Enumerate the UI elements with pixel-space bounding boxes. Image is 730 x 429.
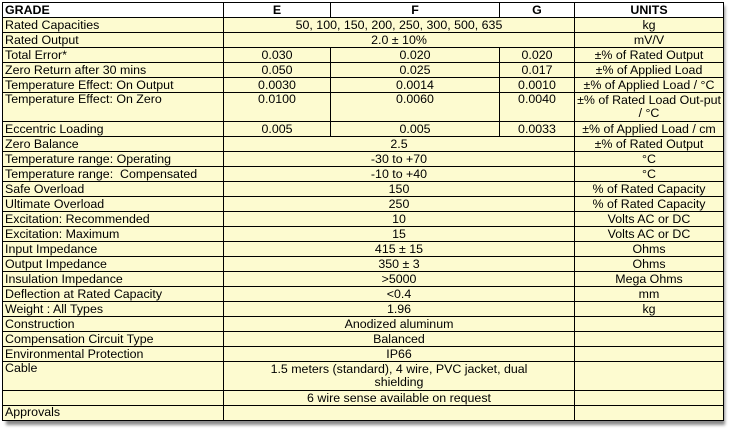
- row-label: Approvals: [3, 406, 224, 421]
- row-value-e: 0.050: [224, 63, 331, 78]
- row-value-e: 0.005: [224, 122, 331, 137]
- table-row: [3, 317, 724, 332]
- row-label: Rated Output: [3, 33, 224, 48]
- row-value-g: 0.0033: [500, 122, 575, 137]
- row-value: 150: [224, 182, 575, 197]
- row-value: >5000: [224, 272, 575, 287]
- row-value: 6 wire sense available on request: [224, 391, 575, 406]
- row-label: Excitation: Maximum: [3, 227, 224, 242]
- row-value-g: 0.0010: [500, 78, 575, 93]
- row-units: ±% of Rated Load Out-put / °C: [575, 93, 724, 122]
- row-value-e: 0.030: [224, 48, 331, 63]
- row-value: <0.4: [224, 287, 575, 302]
- row-units: ±% of Applied Load / °C: [575, 78, 724, 93]
- row-units: ±% of Rated Output: [575, 48, 724, 63]
- table-row: [3, 78, 724, 93]
- row-label: Total Error*: [3, 48, 224, 63]
- row-value: 50, 100, 150, 200, 250, 300, 500, 635: [224, 18, 575, 33]
- table-row: [3, 347, 724, 362]
- row-value-f: 0.020: [331, 48, 500, 63]
- row-label-empty: [3, 391, 224, 406]
- row-label: Temperature range: Compensated: [3, 167, 224, 182]
- table-row: [3, 48, 724, 63]
- row-label: Output Impedance: [3, 257, 224, 272]
- table-row: [3, 152, 724, 167]
- row-value-g: 0.017: [500, 63, 575, 78]
- row-label: Insulation Impedance: [3, 272, 224, 287]
- row-label: Deflection at Rated Capacity: [3, 287, 224, 302]
- row-units: ±% of Applied Load / cm: [575, 122, 724, 137]
- row-value-g: 0.020: [500, 48, 575, 63]
- table-row: [3, 197, 724, 212]
- row-label: Ultimate Overload: [3, 197, 224, 212]
- row-value: 2.5: [224, 137, 575, 152]
- row-label: Zero Return after 30 mins: [3, 63, 224, 78]
- table-row: [3, 406, 724, 421]
- row-value-f: 0.0014: [331, 78, 500, 93]
- row-label: Excitation: Recommended: [3, 212, 224, 227]
- row-value-g: 0.0040: [500, 93, 575, 122]
- row-label: Input Impedance: [3, 242, 224, 257]
- row-units: Volts AC or DC: [575, 212, 724, 227]
- row-value-e: 0.0100: [224, 93, 331, 122]
- row-label: Temperature Effect: On Output: [3, 78, 224, 93]
- row-units: % of Rated Capacity: [575, 182, 724, 197]
- row-value: 1.96: [224, 302, 575, 317]
- row-value: 10: [224, 212, 575, 227]
- load-cell-spec-table: [2, 2, 724, 421]
- row-units: [575, 317, 724, 332]
- table-row: [3, 212, 724, 227]
- table-row: [3, 93, 724, 122]
- row-label: Compensation Circuit Type: [3, 332, 224, 347]
- row-label: Cable: [3, 362, 224, 391]
- row-value: 350 ± 3: [224, 257, 575, 272]
- table-row: [3, 242, 724, 257]
- table-row: [3, 122, 724, 137]
- row-units: Ohms: [575, 257, 724, 272]
- table-row: [3, 137, 724, 152]
- header-grade: GRADE: [3, 3, 224, 18]
- row-label: Zero Balance: [3, 137, 224, 152]
- row-units: ±% of Rated Output: [575, 137, 724, 152]
- table-header-row: [3, 3, 724, 18]
- row-value-f: 0.025: [331, 63, 500, 78]
- row-value: [224, 406, 575, 421]
- row-units: [575, 332, 724, 347]
- row-units: % of Rated Capacity: [575, 197, 724, 212]
- row-value: Anodized aluminum: [224, 317, 575, 332]
- table-row: [3, 257, 724, 272]
- row-label: Eccentric Loading: [3, 122, 224, 137]
- row-units: [575, 391, 724, 406]
- row-units: mm: [575, 287, 724, 302]
- row-units: mV/V: [575, 33, 724, 48]
- row-value: 15: [224, 227, 575, 242]
- row-value: 2.0 ± 10%: [224, 33, 575, 48]
- table-row: [3, 302, 724, 317]
- header-grade-e: E: [224, 3, 331, 18]
- row-units: ±% of Applied Load: [575, 63, 724, 78]
- row-label: Weight : All Types: [3, 302, 224, 317]
- row-units: °C: [575, 167, 724, 182]
- row-label: Environmental Protection: [3, 347, 224, 362]
- row-value: 415 ± 15: [224, 242, 575, 257]
- row-units: kg: [575, 18, 724, 33]
- row-label: Construction: [3, 317, 224, 332]
- row-units: Volts AC or DC: [575, 227, 724, 242]
- row-value: 1.5 meters (standard), 4 wire, PVC jacket, dual shielding: [224, 362, 575, 391]
- table-row: [3, 272, 724, 287]
- row-value: Balanced: [224, 332, 575, 347]
- table-row: [3, 167, 724, 182]
- row-units: Ohms: [575, 242, 724, 257]
- row-units: Mega Ohms: [575, 272, 724, 287]
- row-value: -30 to +70: [224, 152, 575, 167]
- row-units: [575, 406, 724, 421]
- table-row: [3, 182, 724, 197]
- table-row: [3, 227, 724, 242]
- row-label: Temperature range: Operating: [3, 152, 224, 167]
- table-row: [3, 63, 724, 78]
- row-value: 250: [224, 197, 575, 212]
- table-row: [3, 391, 724, 406]
- table-row: [3, 33, 724, 48]
- row-units: [575, 347, 724, 362]
- row-value: -10 to +40: [224, 167, 575, 182]
- table-row: [3, 287, 724, 302]
- row-units: °C: [575, 152, 724, 167]
- row-value-f: 0.005: [331, 122, 500, 137]
- row-label: Temperature Effect: On Zero: [3, 93, 224, 122]
- row-units: kg: [575, 302, 724, 317]
- table-row: [3, 362, 724, 391]
- table-row: [3, 332, 724, 347]
- header-grade-f: F: [331, 3, 500, 18]
- row-label: Rated Capacities: [3, 18, 224, 33]
- row-value-e: 0.0030: [224, 78, 331, 93]
- spec-table-container: [2, 2, 721, 421]
- row-label: Safe Overload: [3, 182, 224, 197]
- header-units: UNITS: [575, 3, 724, 18]
- row-units: [575, 362, 724, 391]
- table-row: [3, 18, 724, 33]
- row-value: IP66: [224, 347, 575, 362]
- header-grade-g: G: [500, 3, 575, 18]
- row-value-f: 0.0060: [331, 93, 500, 122]
